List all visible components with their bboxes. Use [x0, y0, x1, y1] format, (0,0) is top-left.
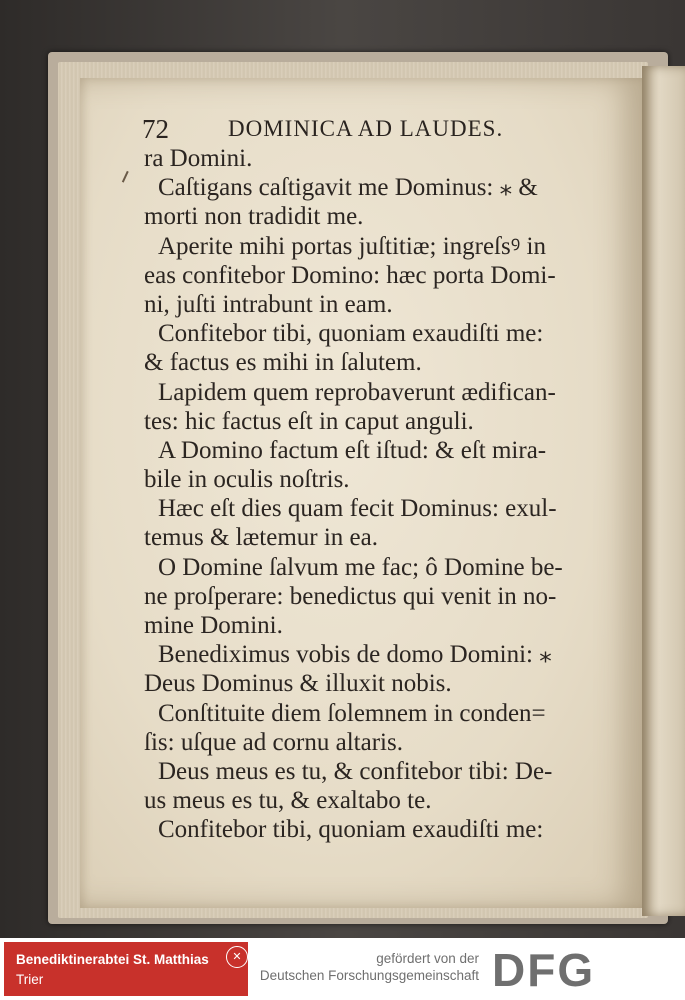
text-line: Deus Dominus & illuxit nobis. [144, 670, 452, 698]
funding-line-2: Deutschen Forschungsgemeinschaft [259, 968, 479, 983]
text-line: Conſtituite diem ſolemnem in conden= [158, 699, 546, 727]
text-line: bile in oculis noſtris. [144, 466, 350, 494]
text-line: ne proſperare: benedictus qui venit in no- [144, 582, 557, 610]
text-line: ni, juſti intrabunt in eam. [144, 290, 393, 318]
text-line: Aperite mihi portas juſtitiæ; ingreſsꝰ in [158, 232, 546, 260]
text-line: Confitebor tibi, quoniam exaudiſti me: [158, 816, 544, 844]
text-line: eas confitebor Domino: hæc porta Domi- [144, 261, 556, 289]
dfg-logo-text: DFG [492, 946, 596, 992]
abbey-city: Trier [16, 972, 44, 987]
abbey-name: Benediktinerabtei St. Matthias [16, 952, 209, 967]
text-line: us meus es tu, & exaltabo te. [144, 787, 432, 815]
text-line: mine Domini. [144, 612, 283, 639]
text-line: O Domine ſalvum me fac; ô Domine be- [158, 553, 563, 581]
text-line: Benediximus vobis de domo Domini: ⁎ [158, 641, 552, 669]
text-line: & factus es mihi in ſalutem. [144, 349, 422, 377]
funding-text [260, 950, 479, 984]
text-line: Confitebor tibi, quoniam exaudiſti me: [158, 320, 544, 348]
text-line: Deus meus es tu, & confitebor tibi: De- [158, 757, 553, 785]
text-line: ſis: uſque ad cornu altaris. [144, 728, 403, 756]
abbey-emblem-icon: ✕ [226, 946, 248, 968]
text-line: ra Domini. [144, 145, 253, 172]
text-line: Hæc eſt dies quam fecit Dominus: exul- [158, 495, 557, 523]
text-line: Caſtigans caſtigavit me Dominus: ⁎ & [158, 174, 538, 202]
facing-page-fold [642, 66, 685, 916]
text-line: tes: hic factus eſt in caput anguli. [144, 407, 474, 435]
abbey-logo-box [4, 942, 248, 996]
footer-bar [0, 938, 685, 1000]
funding-line-1: gefördert von der [376, 951, 479, 966]
text-line: Lapidem quem reprobaverunt ædifican- [158, 378, 556, 406]
running-head-title: DOMINICA AD LAUDES. [228, 116, 504, 141]
running-head [142, 110, 642, 146]
text-line: morti non tradidit me. [144, 203, 364, 231]
page-text-block [144, 144, 620, 845]
text-line: A Domino factum eſt iſtud: & eſt mira- [158, 436, 547, 464]
page-number: 72 [142, 114, 169, 144]
text-line: temus & lætemur in ea. [144, 524, 378, 552]
dfg-logo [484, 946, 680, 992]
